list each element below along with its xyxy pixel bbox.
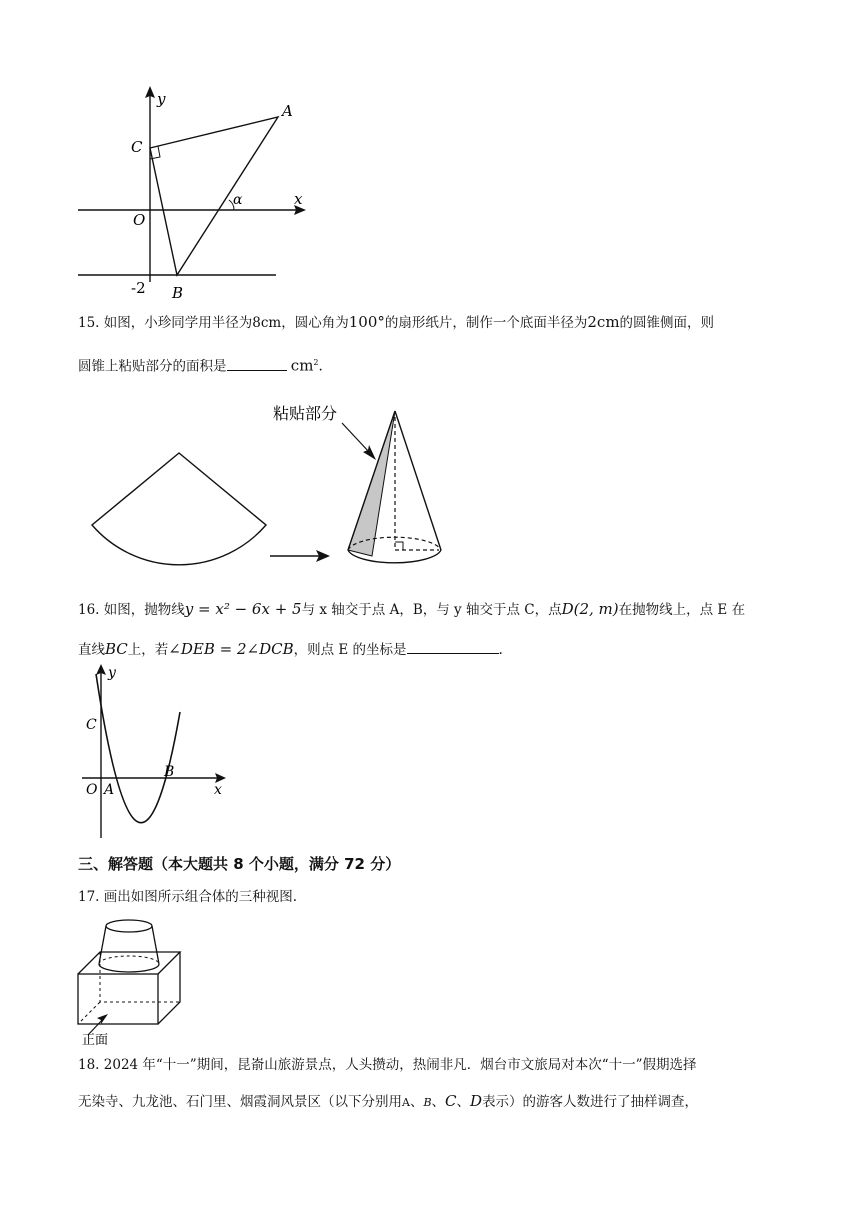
label-alpha: α — [233, 192, 243, 208]
parabola-curve — [96, 674, 180, 823]
front-arrow-head — [97, 1014, 108, 1024]
q16-point-d: D(2, m) — [561, 600, 619, 618]
triangle-coordinate-figure — [70, 80, 320, 305]
label-B: B — [172, 284, 184, 302]
cup-base-back — [99, 956, 159, 964]
front-label: 正面 — [82, 1033, 109, 1047]
q15-text-b: ，圆心角为 — [281, 315, 349, 331]
q16-text-e: 上，若 — [127, 642, 169, 658]
q18-label-b: B — [423, 1096, 432, 1109]
q15-unit-sup: 2 — [313, 358, 319, 367]
q16-line1 — [78, 599, 745, 620]
label-A: A — [282, 102, 293, 120]
sector-cone-figure — [80, 395, 470, 580]
q16-condition: ∠DEB = 2∠DCB — [168, 640, 294, 658]
q18-sep2: 、 — [431, 1094, 446, 1110]
q16-equation: y = x² − 6x + 5 — [184, 600, 302, 618]
q16-text-c: 在抛物线上，点 E 在 — [618, 602, 746, 618]
box-hidden-edges — [100, 952, 180, 1002]
label-C: C — [86, 717, 97, 733]
q16-text-b: 与 x 轴交于点 A，B，与 y 轴交于点 C，点 — [301, 602, 562, 618]
label-O: O — [86, 782, 98, 798]
q15-unit: cm — [290, 356, 314, 375]
q16-number: 16. — [78, 602, 100, 618]
cone-right-edge — [395, 411, 441, 550]
triangle-abc — [150, 117, 278, 275]
label-x: x — [214, 782, 222, 798]
combined-solid-figure — [74, 912, 189, 1047]
q18-label-a: A — [402, 1096, 410, 1109]
q15-number: 15. — [78, 315, 100, 331]
q15-end: . — [318, 358, 323, 375]
q15-line1 — [78, 312, 714, 333]
q18-label-d: D — [470, 1092, 483, 1110]
label-B: B — [164, 764, 175, 780]
q16-answer-blank[interactable] — [407, 639, 499, 654]
cup-top-ellipse — [106, 920, 152, 932]
label-A: A — [104, 782, 115, 798]
label-y: y — [157, 90, 166, 108]
parabola-figure — [78, 660, 238, 840]
label-O: O — [133, 211, 146, 229]
glued-part-pointer — [342, 423, 370, 453]
q17-text: 17. 画出如图所示组合体的三种视图. — [78, 889, 298, 905]
q16-text-f: ，则点 E 的坐标是 — [293, 642, 407, 658]
q15-line2 — [78, 353, 323, 377]
q18-text-b: 表示）的游客人数进行了抽样调查， — [482, 1094, 699, 1110]
label-neg2: -2 — [131, 279, 146, 297]
q18-text-a: 无染寺、九龙池、石门里、烟霞洞风景区（以下分别用 — [78, 1094, 402, 1110]
q15-answer-blank[interactable] — [227, 356, 287, 371]
cup-right-edge — [152, 926, 159, 964]
q16-line2 — [78, 639, 503, 660]
q15-radius: 8cm — [252, 315, 282, 331]
q18-label-c: C — [445, 1092, 457, 1110]
cone-right-angle-mark — [395, 542, 403, 550]
label-x: x — [294, 190, 303, 208]
q18-sep3: 、 — [456, 1094, 471, 1110]
q16-text-d: 直线 — [78, 642, 105, 658]
section-heading: 三、解答题（本大题共 8 个小题，满分 72 分） — [78, 855, 401, 873]
q18-line1: 18. 2024 年“十一”期间，昆嵛山旅游景点，人头攒动，热闹非凡．烟台市文旅局对本次“十一”假期选择 — [78, 1057, 697, 1073]
label-C: C — [131, 138, 143, 156]
cup-base-front — [99, 964, 159, 972]
q16-text-a: 如图，抛物线 — [103, 602, 185, 618]
sector-shape — [92, 453, 266, 565]
cup-left-edge — [99, 926, 106, 964]
q15-text-c: 的扇形纸片，制作一个底面半径为 — [384, 315, 588, 331]
label-y: y — [108, 665, 116, 681]
box-top-edges — [78, 952, 180, 974]
box-front-face — [78, 974, 158, 1024]
glued-part-label: 粘贴部分 — [273, 404, 338, 423]
q15-text-e: 圆锥上粘贴部分的面积是 — [78, 358, 227, 375]
q15-base-radius: 2cm — [587, 313, 620, 331]
q15-text-d: 的圆锥侧面，则 — [619, 315, 715, 331]
q16-bc: BC — [105, 640, 128, 658]
q18-line2 — [78, 1091, 698, 1113]
q18-sep1: 、 — [409, 1094, 424, 1110]
q15-angle: 100° — [348, 313, 385, 331]
q16-end: . — [498, 642, 503, 658]
box-hidden-diagonal — [78, 1002, 100, 1024]
q15-text-a: 如图，小珍同学用半径为 — [103, 315, 253, 331]
